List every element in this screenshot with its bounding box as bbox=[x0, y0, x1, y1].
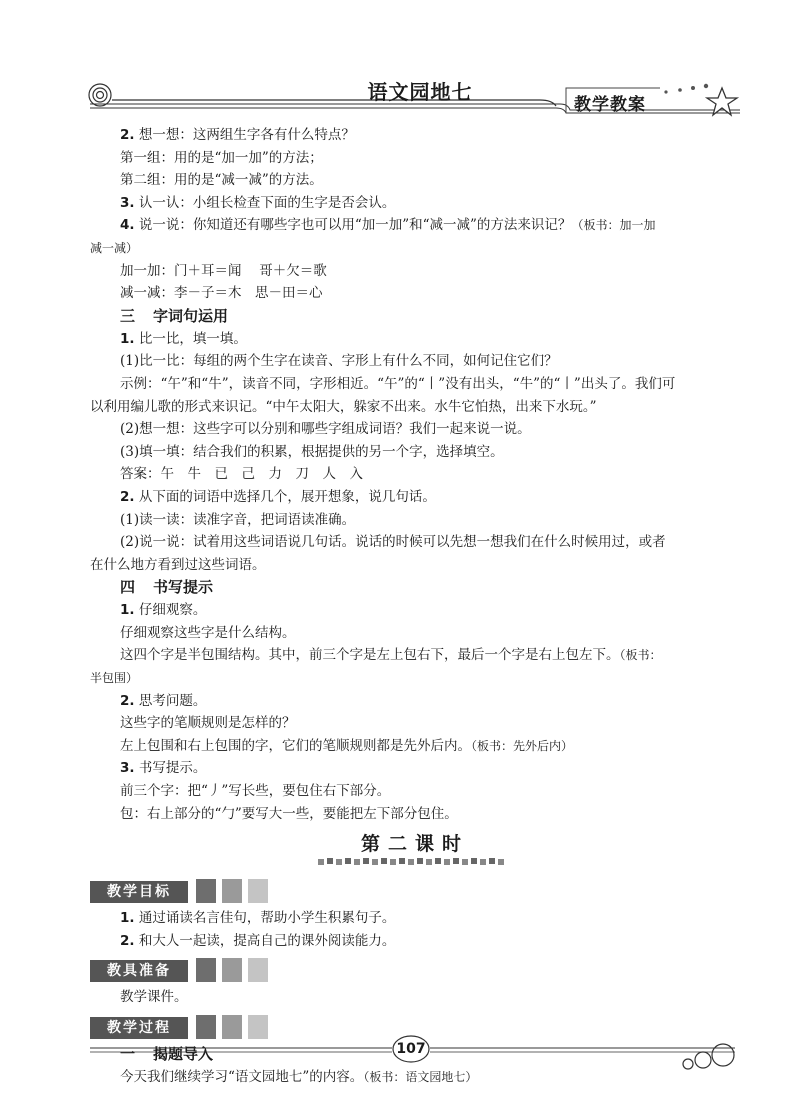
body-line: (1)比一比：每组的两个生字在读音、字形上有什么不同，如何记住它们？ bbox=[120, 353, 558, 370]
item-number: 4. bbox=[120, 217, 135, 234]
item-number: 3. bbox=[120, 760, 135, 777]
body-line: 加一加：门＋耳＝闻 哥＋欠＝歌 bbox=[120, 262, 327, 279]
body-line bbox=[90, 735, 740, 758]
page-number: 107 bbox=[396, 1041, 426, 1057]
body-line: 包：右上部分的“勹”要写大一些，要能把左下部分包住。 bbox=[120, 805, 458, 822]
section-number: 一 bbox=[120, 1045, 136, 1063]
blackboard-note: 半包围） bbox=[90, 671, 139, 686]
body-line bbox=[90, 599, 740, 622]
text: 左上包围和右上包围的字，它们的笔顺规则都是先外后内。 bbox=[120, 737, 471, 754]
item-number: 1. bbox=[120, 910, 135, 927]
text: 仔细观察。 bbox=[138, 602, 207, 619]
body-line bbox=[90, 237, 740, 260]
main-content bbox=[90, 124, 740, 1089]
large-star-icon bbox=[707, 88, 737, 115]
item-number: 2. bbox=[120, 692, 135, 709]
item-number: 1. bbox=[120, 330, 135, 347]
body-line bbox=[90, 644, 740, 667]
item-number: 2. bbox=[120, 932, 135, 949]
spiral-icon bbox=[89, 84, 111, 106]
text: 和大人一起读，提高自己的课外阅读能力。 bbox=[138, 932, 396, 949]
text: 通过诵读名言佳句，帮助小学生积累句子。 bbox=[138, 910, 396, 927]
item-number: 2. bbox=[120, 127, 135, 143]
section-title: 书写提示 bbox=[153, 578, 214, 597]
body-line: 以利用编儿歌的形式来识记。“中午太阳大，躲家不出来。水牛它怕热，出来下水玩。” bbox=[90, 398, 597, 415]
body-line: (3)填一填：结合我们的积累，根据提供的另一个字，选择填空。 bbox=[120, 443, 504, 460]
blackboard-note: （板书：加一加 bbox=[571, 218, 656, 233]
blackboard-note: （板书： bbox=[619, 648, 662, 663]
body-line: 第一组：用的是“加一加”的方法； bbox=[120, 149, 323, 166]
body-line: 在什么地方看到过这些词语。 bbox=[90, 556, 266, 573]
header-decoration bbox=[0, 0, 800, 130]
decor-square bbox=[222, 958, 242, 982]
section-heading bbox=[90, 305, 740, 328]
teaching-tools-header bbox=[90, 956, 740, 986]
text: 想一想：这两组生字各有什么特点？ bbox=[138, 127, 355, 143]
text: 这四个字是半包围结构。其中，前三个字是左上包右下，最后一个字是右上包左下。 bbox=[120, 647, 620, 664]
item-number: 1. bbox=[120, 602, 135, 619]
blackboard-note: 减一减） bbox=[90, 240, 139, 255]
item-number: 2. bbox=[120, 488, 135, 505]
body-line bbox=[90, 907, 740, 930]
body-line: 示例：“午”和“牛”，读音不同，字形相近。“午”的“丨”没有出头，“牛”的“丨”出头了。我们可 bbox=[120, 375, 676, 392]
decor-square bbox=[248, 958, 268, 982]
body-line bbox=[90, 667, 740, 690]
body-line: 这些字的笔顺规则是怎样的？ bbox=[120, 715, 296, 732]
lesson-heading bbox=[90, 827, 740, 873]
body-line bbox=[90, 328, 740, 351]
body-line bbox=[90, 690, 740, 713]
teaching-process-label: 教学过程 bbox=[90, 1017, 188, 1039]
header-tag: 教学教案 bbox=[574, 95, 646, 115]
body-line: 教学课件。 bbox=[120, 989, 188, 1006]
header-title: 语文园地七 bbox=[367, 80, 473, 104]
star-icon bbox=[664, 84, 708, 94]
body-line: (1)读一读：读准字音，把词语读准确。 bbox=[120, 511, 356, 528]
body-line bbox=[90, 757, 740, 780]
text: 说一说：你知道还有哪些字也可以用“加一加”和“减一减”的方法来识记？ bbox=[138, 217, 572, 234]
body-line bbox=[90, 486, 740, 509]
decor-square bbox=[196, 958, 216, 982]
body-line: 减一减：李－子＝木 思－田＝心 bbox=[120, 285, 323, 302]
lesson-title: 第二课时 bbox=[360, 833, 469, 856]
blackboard-note: （板书：先外后内） bbox=[471, 738, 574, 753]
body-line: 仔细观察这些字是什么结构。 bbox=[120, 624, 296, 641]
teaching-goals-label: 教学目标 bbox=[90, 881, 188, 903]
teaching-tools-label: 教具准备 bbox=[90, 960, 188, 982]
text: 认一认：小组长检查下面的生字是否会认。 bbox=[138, 194, 396, 211]
page-footer bbox=[0, 1030, 800, 1110]
page-header bbox=[0, 0, 800, 130]
section-title: 揭题导入 bbox=[153, 1045, 214, 1063]
text: 思考问题。 bbox=[138, 692, 207, 709]
lesson-underline-decoration bbox=[318, 855, 518, 869]
decor-square bbox=[248, 879, 268, 903]
text: 书写提示。 bbox=[138, 760, 207, 777]
body-line: (2)说一说：试着用这些词语说几句话。说话的时候可以先想一想我们在什么时候用过，或者 bbox=[120, 534, 666, 551]
section-heading bbox=[90, 576, 740, 599]
body-line: 前三个字：把“丿”写长些，要包住右下部分。 bbox=[120, 783, 391, 800]
body-line bbox=[90, 192, 740, 215]
section-number: 三 bbox=[120, 306, 136, 325]
body-line: 第二组：用的是“减一减”的方法。 bbox=[120, 172, 323, 189]
decor-square bbox=[222, 879, 242, 903]
body-line bbox=[90, 930, 740, 953]
text: 从下面的词语中选择几个，展开想象，说几句话。 bbox=[138, 488, 436, 505]
section-title: 字词句运用 bbox=[153, 306, 229, 325]
section-number: 四 bbox=[120, 578, 136, 597]
body-line bbox=[90, 214, 740, 237]
decor-square bbox=[196, 879, 216, 903]
body-line: 答案：午 牛 已 己 力 刀 人 入 bbox=[120, 466, 363, 483]
blackboard-note: （板书：语文园地七） bbox=[363, 1070, 478, 1084]
item-number: 3. bbox=[120, 194, 135, 211]
teaching-goals-header bbox=[90, 877, 740, 907]
body-line: (2)想一想：这些字可以分别和哪些字组成词语？我们一起来说一说。 bbox=[120, 421, 531, 438]
text: 今天我们继续学习“语文园地七”的内容。 bbox=[120, 1069, 364, 1085]
text: 比一比，填一填。 bbox=[138, 330, 247, 347]
body-line bbox=[90, 124, 740, 147]
